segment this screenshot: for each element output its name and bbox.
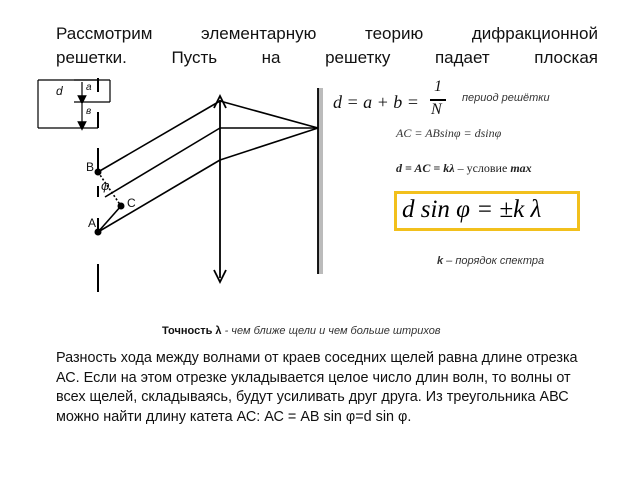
- label-phi: φ: [101, 178, 110, 193]
- intro-line-2: решетки. Пусть на решетку падает плоская: [56, 48, 598, 67]
- main-formula: d sin φ = ±k λ: [402, 196, 542, 223]
- period-formula-denominator: N: [431, 101, 442, 118]
- ray-middle: [105, 128, 220, 197]
- label-point-b: B: [86, 160, 95, 174]
- point-b: [95, 169, 102, 176]
- intro-line-1: Рассмотрим элементарную теорию дифракционной: [56, 24, 598, 43]
- ac-formula: AC = ABsinφ = dsinφ: [396, 126, 502, 140]
- point-c: [118, 203, 125, 210]
- segment-ac: [98, 206, 121, 232]
- ray-lower: [98, 160, 220, 232]
- k-note: [437, 255, 544, 267]
- body-paragraph: Разность хода между волнами от краев соседних щелей равна длине отрезка АС. Если на этом отрезке укладывается целое число длин волн, то волны от всех щелей, складываясь, будут усиливать друг друга. Из треугольника АВС можно найти длину катета АС: АС = АВ sin φ=d sin φ.: [56, 350, 578, 425]
- period-formula-lhs: d = a + b =: [333, 92, 419, 112]
- period-formula-numerator: 1: [434, 78, 442, 95]
- label-point-a: A: [88, 216, 97, 230]
- period-note: период решётки: [462, 92, 550, 104]
- ray-focus-3: [220, 128, 318, 160]
- ray-upper: [98, 101, 220, 172]
- condition-lhs: d = AC = kλ: [396, 161, 455, 175]
- precision-text: - чем ближе щели и чем больше штрихов: [221, 325, 441, 337]
- condition-text: – условие: [454, 161, 511, 175]
- precision-note: [162, 325, 441, 337]
- rays: [98, 101, 318, 232]
- lens: [214, 96, 226, 282]
- k-note-symbol: k: [437, 255, 444, 267]
- precision-label: Точность λ: [162, 325, 222, 337]
- label-point-c: C: [127, 196, 136, 210]
- label-b: в: [86, 106, 92, 117]
- condition-max: max: [510, 161, 532, 175]
- k-note-text: – порядок спектра: [443, 255, 545, 267]
- condition-formula: [396, 161, 532, 176]
- ray-focus-1: [220, 101, 318, 128]
- screen: [318, 88, 323, 274]
- period-bracket: [38, 80, 110, 128]
- label-d: d: [56, 84, 63, 98]
- label-a: a: [86, 82, 92, 93]
